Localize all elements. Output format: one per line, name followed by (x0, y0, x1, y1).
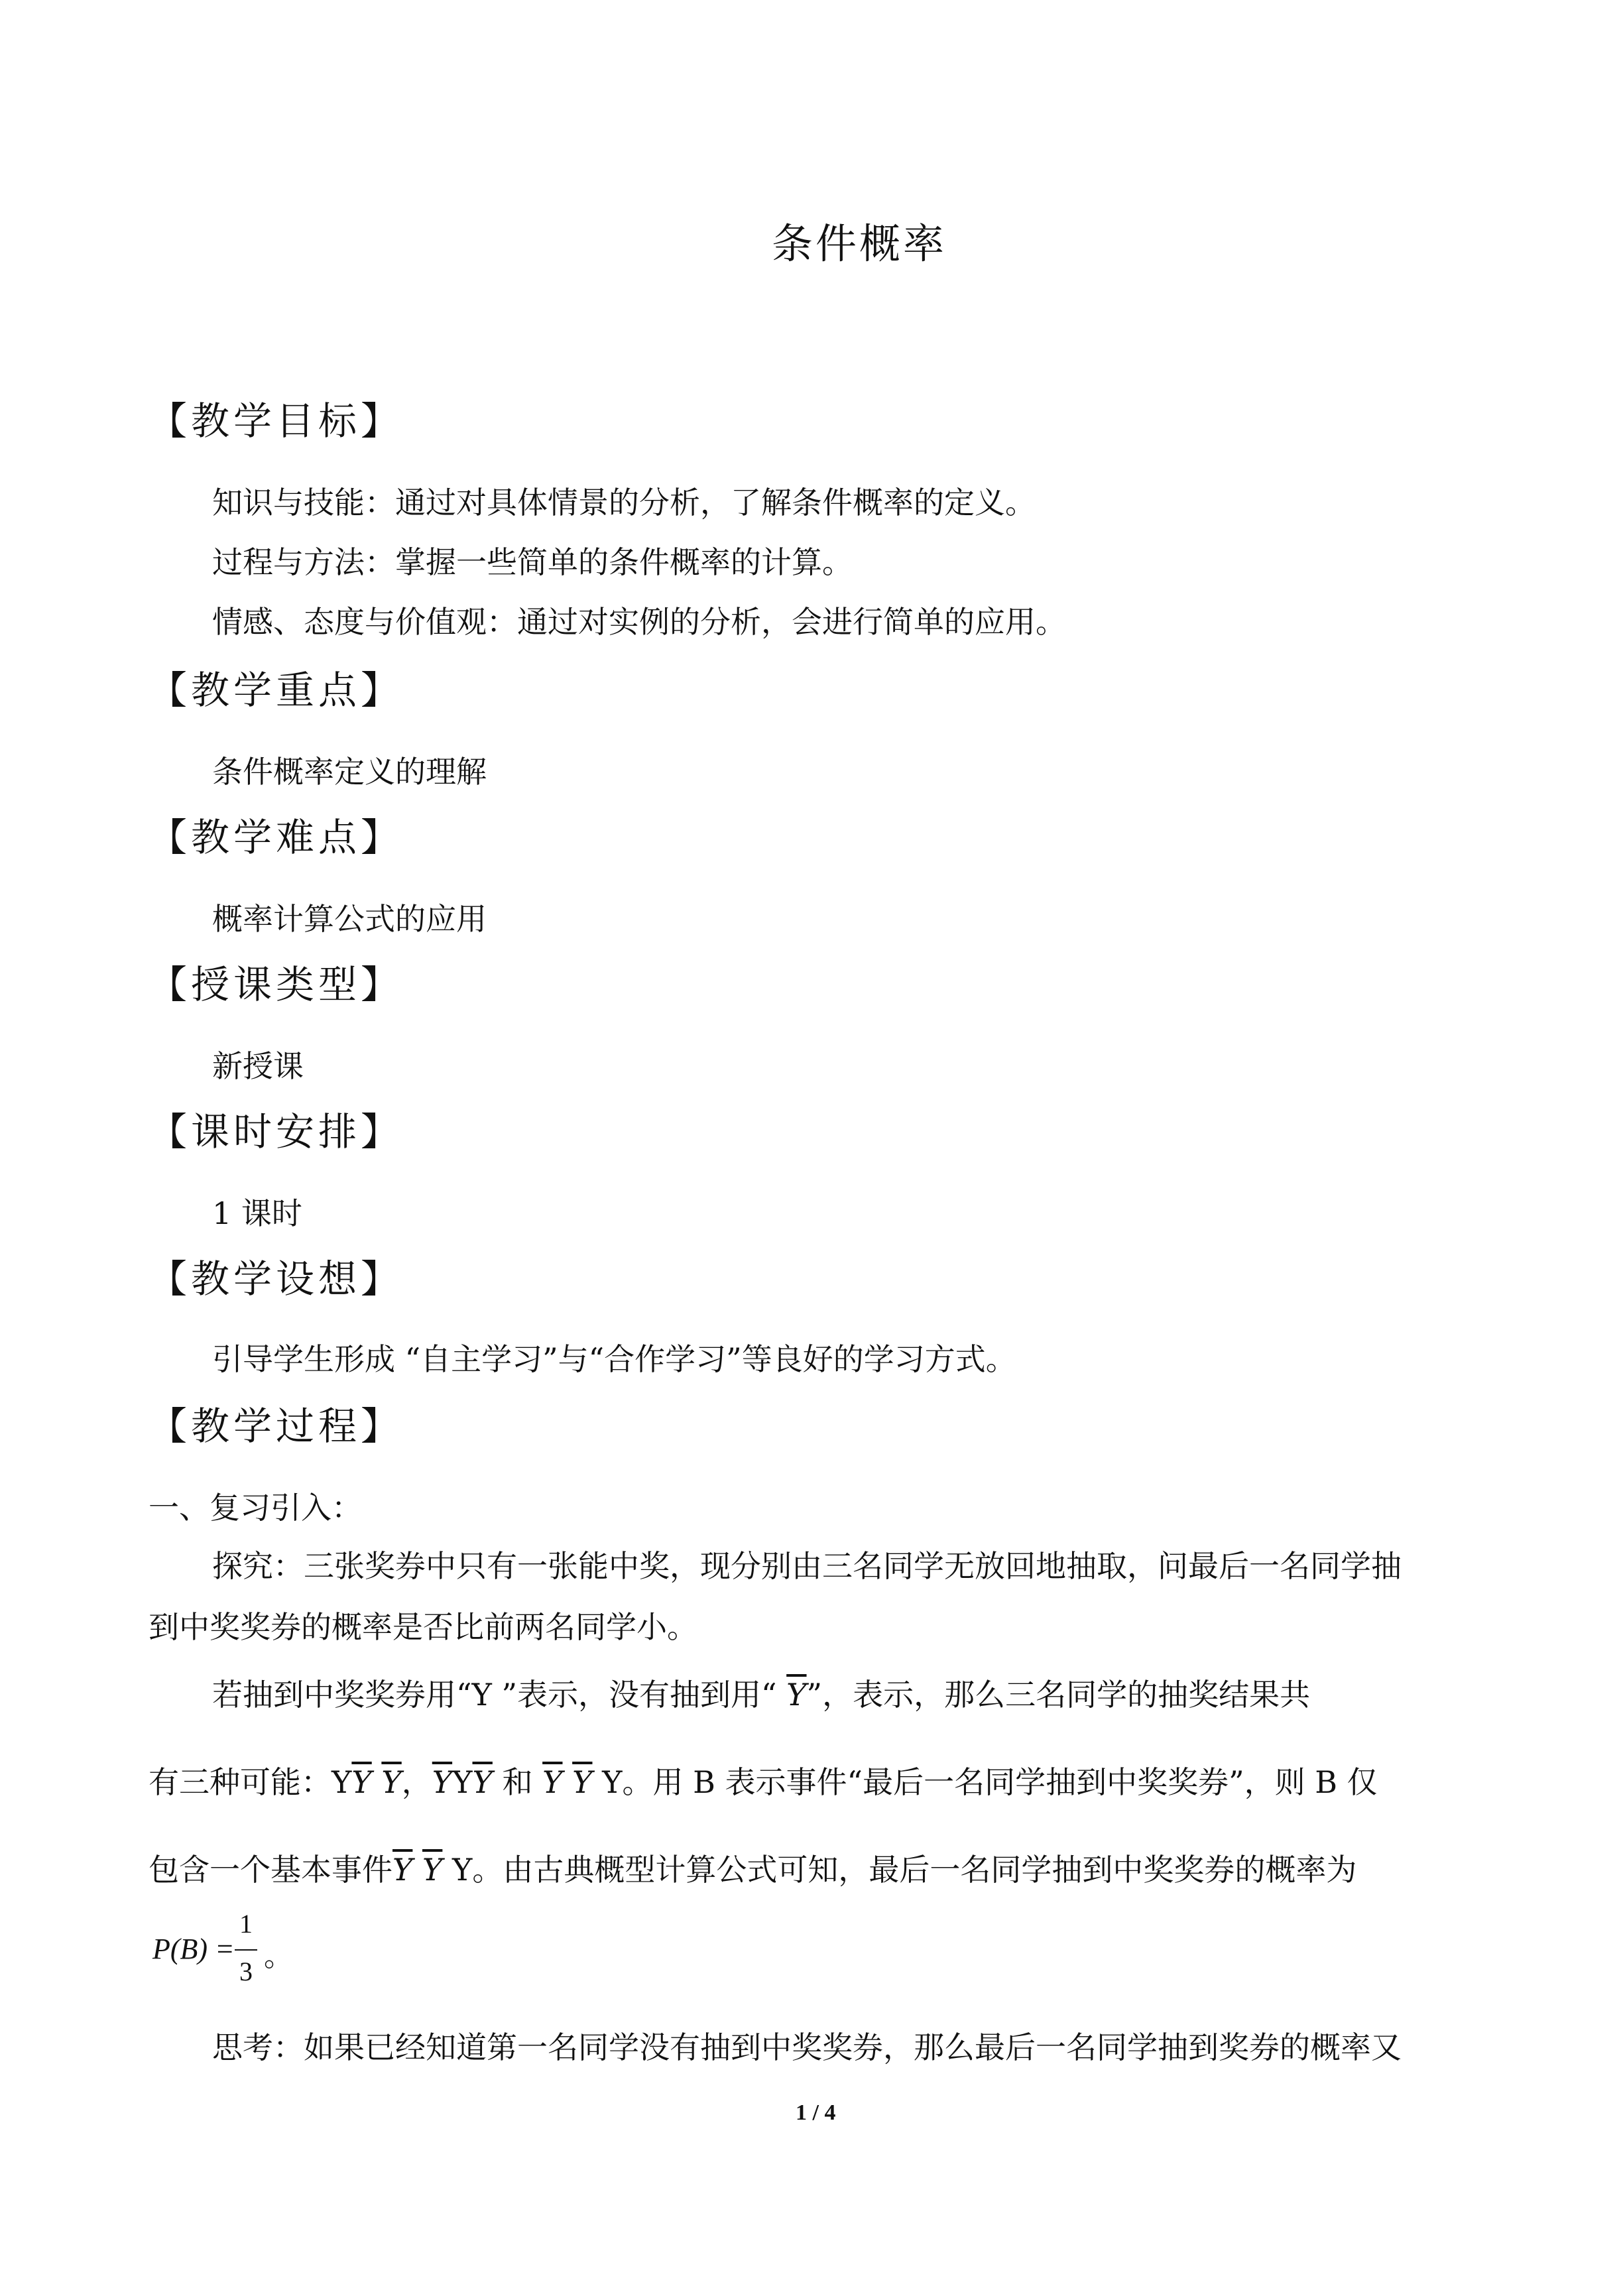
text-fragment: 包含一个基本事件 (149, 1852, 392, 1888)
y-bar-symbol: $\overline{Y}$ (432, 1764, 453, 1800)
y-bar-symbol: $\overline{Y}$ (542, 1764, 563, 1800)
process-paragraph-3: 思考：如果已经知道第一名同学没有抽到中奖奖券，那么最后一名同学抽到奖券的概率又 (212, 2029, 1402, 2065)
goal-line-2: 过程与方法：掌握一些简单的条件概率的计算。 (212, 544, 853, 580)
heading-difficult: 【教学难点】 (149, 815, 404, 860)
text-fragment: 。由古典概型计算公式可知，最后一名同学抽到中奖奖券的概率为 (472, 1852, 1357, 1888)
text-fragment: ”，表示，那么三名同学的抽奖结果共 (806, 1677, 1311, 1713)
y-symbol: Y (452, 1764, 473, 1800)
process-paragraph-1a: 探究：三张奖券中只有一张能中奖，现分别由三名同学无放回地抽取，问最后一名同学抽 (212, 1548, 1402, 1584)
goal-line-1: 知识与技能：通过对具体情景的分析，了解条件概率的定义。 (212, 485, 1036, 520)
heading-goals: 【教学目标】 (149, 398, 404, 444)
y-bar-symbol: $\overline{Y}$ (392, 1852, 413, 1888)
process-paragraph-2a (212, 1671, 1310, 1715)
heading-schedule: 【课时安排】 (149, 1109, 404, 1154)
key-line: 条件概率定义的理解 (212, 754, 487, 790)
y-bar-symbol: $\overline{Y}$ (351, 1764, 372, 1800)
y-bar-symbol: $\overline{Y}$ (472, 1764, 493, 1800)
process-paragraph-2b (149, 1758, 1378, 1802)
y-bar-symbol: $\overline{Y}$ (422, 1852, 443, 1888)
text-fragment: ， (401, 1764, 432, 1800)
y-bar-symbol: $\overline{Y}$ (786, 1677, 807, 1713)
heading-type: 【授课类型】 (149, 962, 404, 1007)
heading-process: 【教学过程】 (149, 1404, 404, 1449)
schedule-line: 1 课时 (212, 1195, 302, 1231)
process-subheading: 一、复习引入： (149, 1490, 362, 1526)
fraction-bar (235, 1949, 257, 1951)
type-line: 新授课 (212, 1048, 304, 1084)
idea-line: 引导学生形成 “自主学习”与“合作学习”等良好的学习方式。 (212, 1341, 1016, 1377)
heading-key: 【教学重点】 (149, 668, 404, 713)
formula-end: 。 (264, 1939, 293, 1973)
text-fragment: 和 (502, 1764, 543, 1800)
y-symbol: Y (602, 1764, 623, 1800)
process-paragraph-1b: 到中奖奖券的概率是否比前两名同学小。 (149, 1609, 697, 1645)
text-fragment: 有三种可能：Y (149, 1764, 352, 1800)
difficult-line: 概率计算公式的应用 (212, 901, 487, 937)
formula-left: P(B) = (152, 1933, 235, 1965)
text-fragment: 若抽到中奖奖券用“Y ”表示，没有抽到用“ (212, 1677, 787, 1713)
page-title: 条件概率 (772, 219, 947, 268)
process-paragraph-2c (149, 1846, 1356, 1890)
text-fragment: 。用 B 表示事件“最后一名同学抽到中奖奖券”，则 B 仅 (622, 1764, 1378, 1800)
y-symbol: Y (452, 1852, 473, 1888)
formula-numerator: 1 (239, 1909, 253, 1939)
formula-denominator: 3 (239, 1957, 253, 1986)
y-bar-symbol: $\overline{Y}$ (572, 1764, 593, 1800)
y-bar-symbol: $\overline{Y}$ (381, 1764, 402, 1800)
page-number: 1 / 4 (796, 2100, 836, 2125)
heading-idea: 【教学设想】 (149, 1256, 404, 1301)
goal-line-3: 情感、态度与价值观：通过对实例的分析，会进行简单的应用。 (212, 604, 1066, 640)
